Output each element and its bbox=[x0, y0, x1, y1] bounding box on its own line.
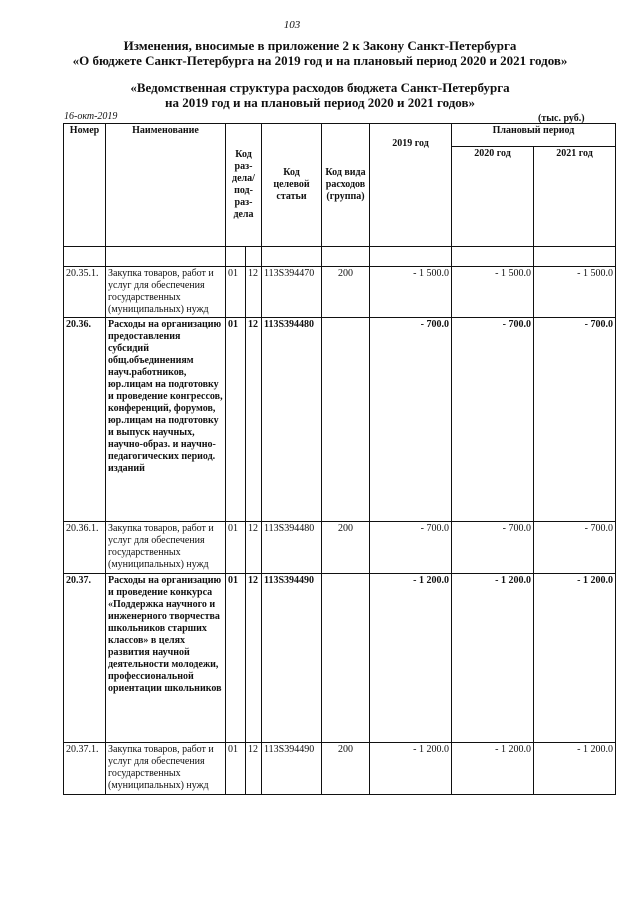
row-target: 113S394470 bbox=[262, 267, 322, 318]
row-subsection: 12 bbox=[246, 522, 262, 574]
table-row bbox=[64, 522, 616, 574]
row-number: 20.35.1. bbox=[64, 267, 106, 318]
row-section: 01 bbox=[226, 743, 246, 795]
header-2020: 2020 год bbox=[452, 147, 534, 247]
header-line-2: «О бюджете Санкт-Петербурга на 2019 год и на плановый период 2020 и 2021 годов» bbox=[72, 53, 568, 68]
row-target: 113S394480 bbox=[262, 318, 322, 522]
row-2019: - 700.0 bbox=[370, 318, 452, 522]
row-name: Расходы на организацию и проведение конкурса «Поддержка научного и инженерного творчества школьников старших классов» в целях развития научной деятельности молодежи, профессиональной ориентации школьников bbox=[106, 574, 226, 743]
row-expense-type bbox=[322, 574, 370, 743]
row-target: 113S394490 bbox=[262, 574, 322, 743]
row-2020: - 700.0 bbox=[452, 522, 534, 574]
document-date: 16-окт-2019 bbox=[64, 111, 118, 122]
header-number: Номер bbox=[64, 124, 106, 247]
row-2019: - 1 500.0 bbox=[370, 267, 452, 318]
row-section: 01 bbox=[226, 574, 246, 743]
header-name: Наименование bbox=[106, 124, 226, 247]
row-expense-type bbox=[322, 318, 370, 522]
row-section: 01 bbox=[226, 318, 246, 522]
row-2020: - 1 500.0 bbox=[452, 267, 534, 318]
header-expense-type: Код вида расходов (группа) bbox=[322, 124, 370, 247]
row-2019: - 1 200.0 bbox=[370, 743, 452, 795]
row-target: 113S394480 bbox=[262, 522, 322, 574]
header-planned: Плановый период bbox=[452, 124, 616, 147]
row-number: 20.36. bbox=[64, 318, 106, 522]
units-label: (тыс. руб.) bbox=[538, 113, 585, 124]
row-expense-type: 200 bbox=[322, 267, 370, 318]
row-2020: - 700.0 bbox=[452, 318, 534, 522]
row-subsection: 12 bbox=[246, 574, 262, 743]
row-2021: - 700.0 bbox=[534, 522, 616, 574]
row-section: 01 bbox=[226, 267, 246, 318]
title-line-2: на 2019 год и на плановый период 2020 и 2021 годов» bbox=[164, 95, 475, 110]
header-target: Код целевой статьи bbox=[262, 124, 322, 247]
row-name: Расходы на организацию предоставления субсидий общ.объединениям науч.работников, юр.лицам на подготовку и проведение конгрессов, конференций, форумов, юр.лицам на подготовку и выпуск научных, научно-образ. и научно-педагогических период. изданий bbox=[106, 318, 226, 522]
row-subsection: 12 bbox=[246, 267, 262, 318]
row-name: Закупка товаров, работ и услуг для обеспечения государственных (муниципальных) нужд bbox=[106, 743, 226, 795]
row-section: 01 bbox=[226, 522, 246, 574]
row-2020: - 1 200.0 bbox=[452, 743, 534, 795]
table-row bbox=[64, 574, 616, 743]
row-2020: - 1 200.0 bbox=[452, 574, 534, 743]
row-name: Закупка товаров, работ и услуг для обеспечения государственных (муниципальных) нужд bbox=[106, 522, 226, 574]
row-expense-type: 200 bbox=[322, 522, 370, 574]
table-row bbox=[64, 267, 616, 318]
row-subsection: 12 bbox=[246, 743, 262, 795]
row-name: Закупка товаров, работ и услуг для обеспечения государственных (муниципальных) нужд bbox=[106, 267, 226, 318]
table-row bbox=[64, 743, 616, 795]
row-subsection: 12 bbox=[246, 318, 262, 522]
row-number: 20.36.1. bbox=[64, 522, 106, 574]
row-2019: - 700.0 bbox=[370, 522, 452, 574]
row-number: 20.37. bbox=[64, 574, 106, 743]
header-section: Код раз-дела/ под-раз-дела bbox=[226, 124, 262, 247]
header-line-1: Изменения, вносимые в приложение 2 к Закону Санкт-Петербурга bbox=[123, 38, 517, 53]
row-target: 113S394490 bbox=[262, 743, 322, 795]
row-expense-type: 200 bbox=[322, 743, 370, 795]
row-number: 20.37.1. bbox=[64, 743, 106, 795]
header-2021: 2021 год bbox=[534, 147, 616, 247]
title-line-1: «Ведомственная структура расходов бюджета Санкт-Петербурга bbox=[130, 80, 510, 95]
row-2021: - 1 200.0 bbox=[534, 743, 616, 795]
row-2021: - 1 200.0 bbox=[534, 574, 616, 743]
row-2021: - 1 500.0 bbox=[534, 267, 616, 318]
table-row bbox=[64, 318, 616, 522]
page-number: 103 bbox=[283, 19, 301, 31]
row-2021: - 700.0 bbox=[534, 318, 616, 522]
header-2019: 2019 год bbox=[370, 124, 452, 247]
budget-table bbox=[63, 123, 616, 795]
row-2019: - 1 200.0 bbox=[370, 574, 452, 743]
